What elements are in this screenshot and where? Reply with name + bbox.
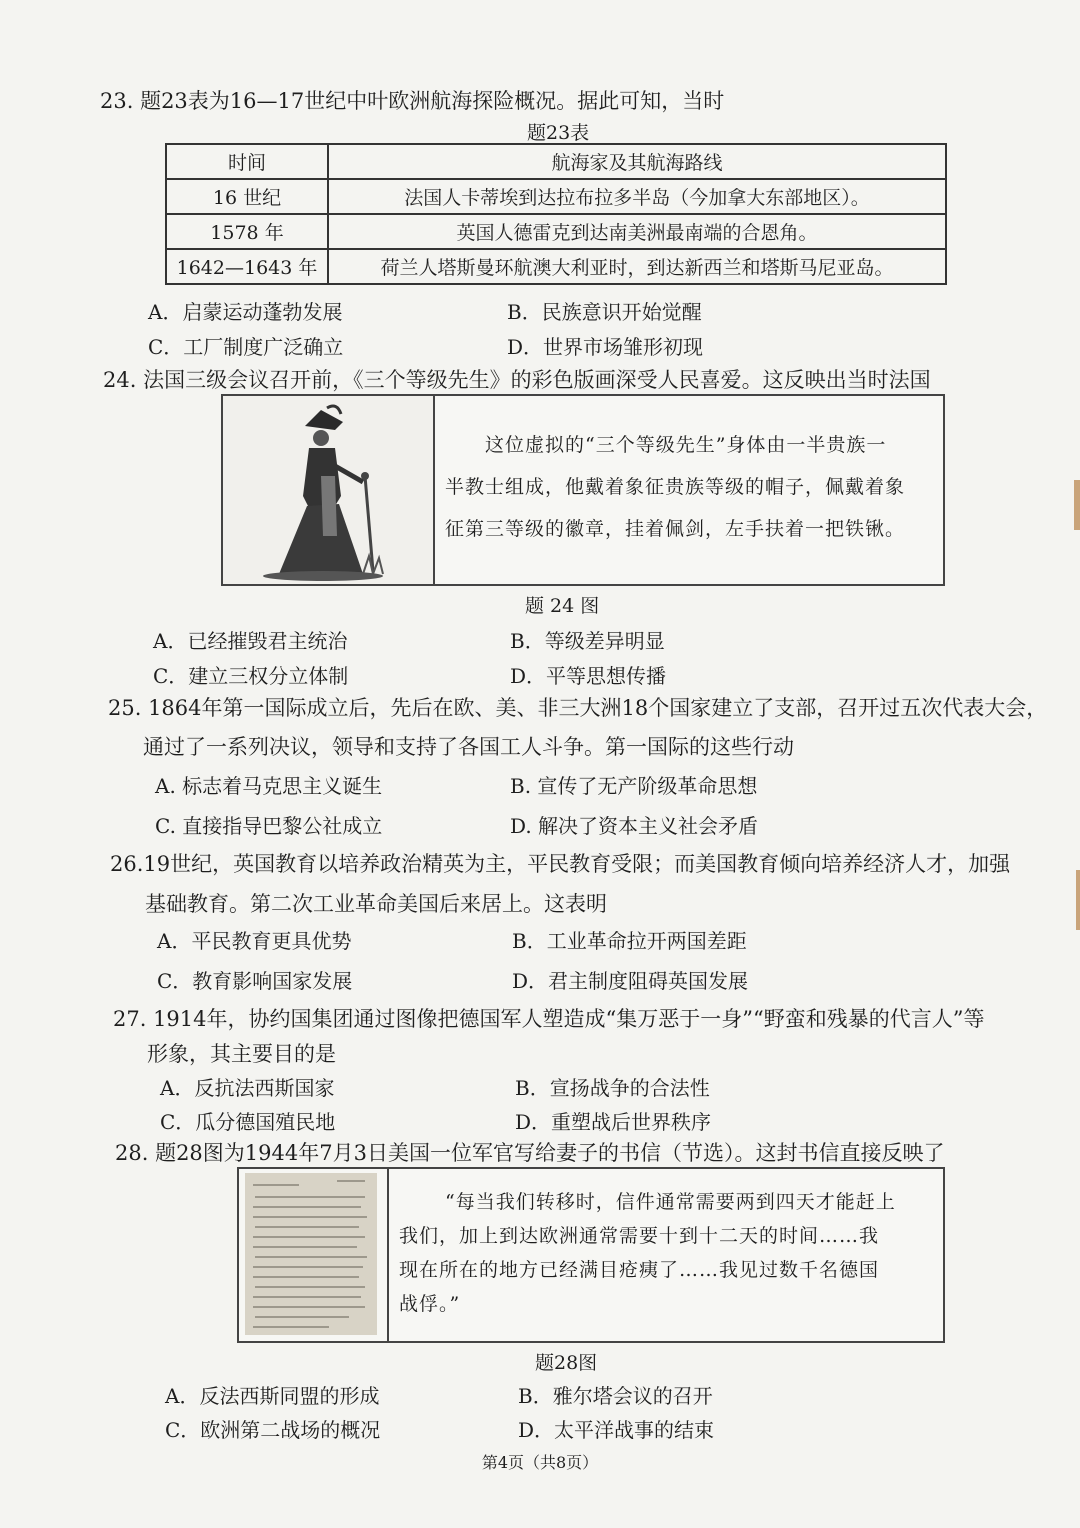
table-row [166,249,946,284]
q26-stem-line: 基础教育。第二次工业革命美国后来居上。这表明 [145,892,607,916]
q24-text-line: 征第三等级的徽章，挂着佩剑，左手扶着一把铁锹。 [445,518,906,540]
q24-option-c[interactable]: C．建立三权分立体制 [153,664,349,688]
q23-stem: 23. 题23表为16—17世纪中叶欧洲航海探险概况。据此可知，当时 [100,89,725,113]
q28-letter-image [239,1169,389,1341]
scan-edge-mark [1074,480,1080,530]
q26-stem-line: 26.19世纪，英国教育以培养政治精英为主，平民教育受限；而美国教育倾向培养经济人才，加强 [110,852,1011,876]
q24-option-b[interactable]: B．等级差异明显 [510,629,665,653]
q27-stem-line: 27. 1914年，协约国集团通过图像把德国军人塑造成“集万恶于一身”“野蛮和残暴的代言人”等 [113,1007,985,1031]
q25-option-d[interactable]: D. 解决了资本主义社会矛盾 [510,814,759,838]
q23-option-a[interactable]: A．启蒙运动蓬勃发展 [148,300,343,324]
q23-table-caption: 题23表 [527,122,590,144]
q27-option-c[interactable]: C．瓜分德国殖民地 [160,1110,336,1134]
page-number: 第4页（共8页） [481,1453,599,1472]
table-cell: 16 世纪 [166,179,328,214]
q26-option-b[interactable]: B．工业革命拉开两国差距 [512,929,747,953]
q26-option-d[interactable]: D．君主制度阻碍英国发展 [512,969,749,993]
q25-option-a[interactable]: A. 标志着马克思主义诞生 [155,774,383,798]
q24-stem: 24. 法国三级会议召开前，《三个等级先生》的彩色版画深受人民喜爱。这反映出当时法国 [103,368,931,392]
q24-figure [221,394,945,586]
q28-text-line: 战俘。” [399,1293,461,1315]
q28-text-line: “每当我们转移时，信件通常需要两到四天才能赶上 [445,1191,896,1213]
table-row [166,179,946,214]
table-cell: 英国人德雷克到达南美洲最南端的合恩角。 [328,214,946,249]
table-header-cell: 航海家及其航海路线 [328,144,946,179]
q24-option-a[interactable]: A．已经摧毁君主统治 [153,629,348,653]
q25-stem-line: 25. 1864年第一国际成立后，先后在欧、美、非三大洲18个国家建立了支部，召开过五次代表大会， [108,696,1048,720]
q24-figure-caption: 题 24 图 [525,595,600,617]
q23-option-b[interactable]: B．民族意识开始觉醒 [507,300,702,324]
table-header-row [166,144,946,179]
q27-option-a[interactable]: A．反抗法西斯国家 [160,1076,335,1100]
table-cell: 荷兰人塔斯曼环航澳大利亚时，到达新西兰和塔斯马尼亚岛。 [328,249,946,284]
q28-option-a[interactable]: A．反法西斯同盟的形成 [165,1384,380,1408]
table-row [166,214,946,249]
table-cell: 法国人卡蒂埃到达拉布拉多半岛（今加拿大东部地区）。 [328,179,946,214]
q28-figure [237,1167,945,1343]
table-cell: 1578 年 [166,214,328,249]
q25-option-b[interactable]: B. 宣传了无产阶级革命思想 [510,774,758,798]
q28-text-line: 现在所在的地方已经满目疮痍了……我见过数千名德国 [399,1259,880,1281]
q25-stem-line: 通过了一系列决议，领导和支持了各国工人斗争。第一国际的这些行动 [143,735,794,759]
q24-text-line: 这位虚拟的“三个等级先生”身体由一半贵族一 [485,434,887,456]
q28-option-c[interactable]: C．欧洲第二战场的概况 [165,1418,381,1442]
q28-figure-caption: 题28图 [535,1352,598,1374]
q27-option-d[interactable]: D．重塑战后世界秩序 [515,1110,712,1134]
q24-option-d[interactable]: D．平等思想传播 [510,664,667,688]
q28-figure-text [399,1185,896,1321]
table-header-cell: 时间 [166,144,328,179]
q28-text-line: 我们，加上到达欧洲通常需要十到十二天的时间……我 [399,1225,880,1247]
q28-option-b[interactable]: B．雅尔塔会议的召开 [518,1384,713,1408]
q24-text-line: 半教士组成，他戴着象征贵族等级的帽子，佩戴着象 [445,476,906,498]
table-cell: 1642—1643 年 [166,249,328,284]
q27-option-b[interactable]: B．宣扬战争的合法性 [515,1076,710,1100]
q23-table [165,143,947,285]
three-estates-figure-icon [223,396,433,584]
scan-edge-mark [1076,870,1080,930]
q23-option-c[interactable]: C．工厂制度广泛确立 [148,335,344,359]
q24-figure-text [445,424,905,550]
handwritten-letter-icon [239,1169,387,1341]
q26-option-c[interactable]: C．教育影响国家发展 [157,969,353,993]
q26-option-a[interactable]: A．平民教育更具优势 [157,929,352,953]
q28-option-d[interactable]: D．太平洋战事的结束 [518,1418,715,1442]
q23-option-d[interactable]: D．世界市场雏形初现 [507,335,704,359]
q24-illustration [223,396,435,584]
q25-option-c[interactable]: C. 直接指导巴黎公社成立 [155,814,383,838]
q27-stem-line: 形象，其主要目的是 [147,1042,336,1066]
q28-stem: 28. 题28图为1944年7月3日美国一位军官写给妻子的书信（节选）。这封书信直接反映了 [115,1141,945,1165]
